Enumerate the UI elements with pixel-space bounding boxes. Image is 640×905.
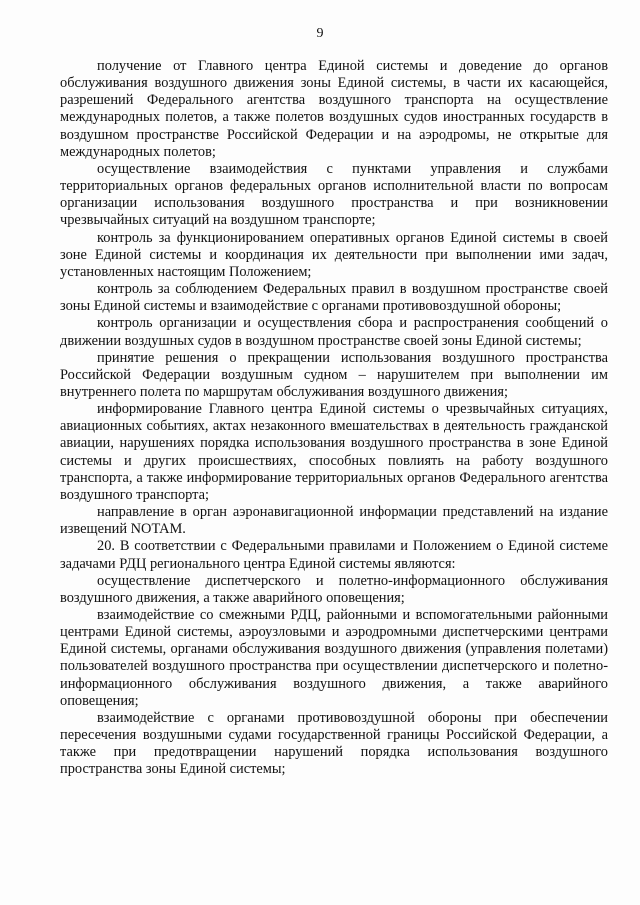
paragraph: контроль организации и осуществления сбора и распространения сообщений о движении воздушных судов в воздушном пространстве своей зоны Единой системы; — [60, 315, 608, 349]
paragraph: взаимодействие со смежными РДЦ, районными и вспомогательными районными центрами Единой системы, аэроузловыми и аэродромными диспетчерскими центрами Единой системы, органами обслуживания воздушного движения (управления полетами) пользователей воздушного пространства при осуществлении диспетчерского и полетно-информационного обслуживания воздушного движения, а также аварийного оповещения; — [60, 607, 608, 709]
paragraph: принятие решения о прекращении использования воздушного пространства Российской Федерации воздушным судном – нарушителем при выполнении им внутреннего полета по маршрутам обслуживания воздушного движения; — [60, 349, 608, 400]
document-body — [60, 58, 608, 779]
paragraph: контроль за функционированием оперативных органов Единой системы в своей зоне Единой системы и координация их деятельности при выполнении ими задач, установленных настоящим Положением; — [60, 229, 608, 280]
paragraph: информирование Главного центра Единой системы о чрезвычайных ситуациях, авиационных событиях, актах незаконного вмешательствах в деятельность гражданской авиации, нарушениях порядка использования воздушного пространства в зоне Единой системы и других происшествиях, способных повлиять на работу воздушного транспорта, а также информирование территориальных органов Федерального агентства воздушного транспорта; — [60, 401, 608, 503]
paragraph: получение от Главного центра Единой системы и доведение до органов обслуживания воздушного движения зоны Единой системы, в части их касающейся, разрешений Федерального агентства воздушного транспорта на осуществление международных полетов, а также полетов воздушных судов иностранных государств в воздушном пространстве Российской Федерации и на аэродромы, не открытые для международных полетов; — [60, 58, 608, 160]
paragraph: взаимодействие с органами противовоздушной обороны при обеспечении пересечения воздушными судами государственной границы Российской Федерации, а также при предотвращении нарушений порядка использования воздушного пространства зоны Единой системы; — [60, 709, 608, 778]
paragraph: 20. В соответствии с Федеральными правилами и Положением о Единой системе задачами РДЦ регионального центра Единой системы являются: — [60, 538, 608, 572]
paragraph: осуществление диспетчерского и полетно-информационного обслуживания воздушного движения, а также аварийного оповещения; — [60, 572, 608, 606]
paragraph: контроль за соблюдением Федеральных правил в воздушном пространстве своей зоны Единой системы и взаимодействие с органами противовоздушной обороны; — [60, 281, 608, 315]
paragraph: направление в орган аэронавигационной информации представлений на издание извещений NOTAM. — [60, 504, 608, 538]
page-number: 9 — [316, 26, 324, 41]
paragraph: осуществление взаимодействия с пунктами управления и службами территориальных органов федеральных органов исполнительной власти по вопросам организации использования воздушного пространства и при возникновении чрезвычайных ситуаций на воздушном транспорте; — [60, 160, 608, 229]
